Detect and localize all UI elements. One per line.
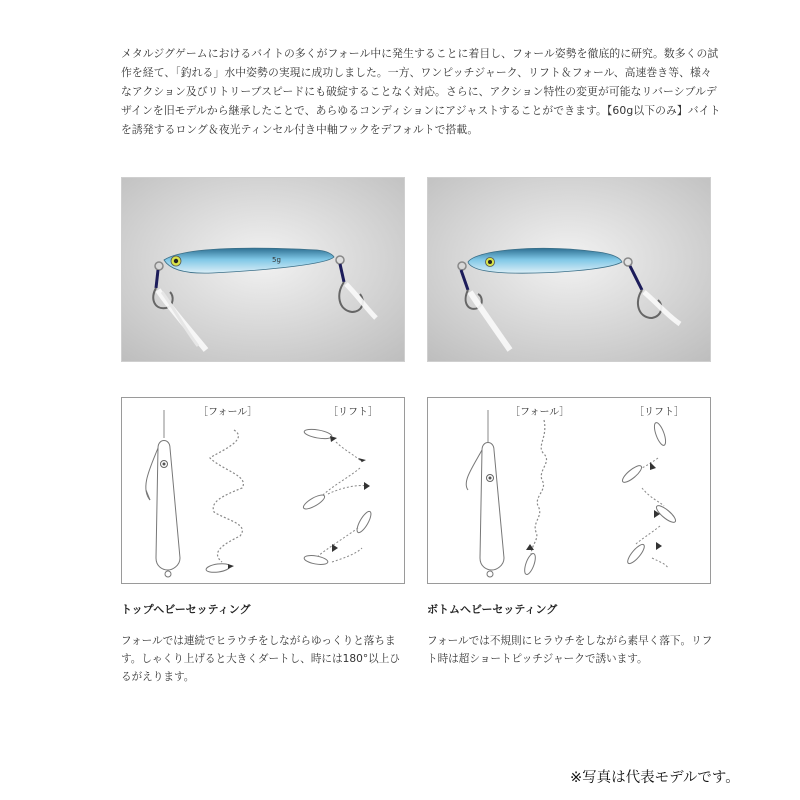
setting-description-top-heavy: フォールでは連続でヒラウチをしながらゆっくりと落ちます。しゃくり上げると大きくダートし、時には180°以上ひるがえります。 [121, 635, 400, 683]
setting-title-top-heavy: トップヘビーセッティング [121, 603, 251, 616]
lure-photo-top-heavy [121, 177, 405, 362]
action-diagram-bottom-heavy [427, 397, 711, 584]
lift-label: ［リフト］ [328, 407, 378, 418]
photo-note: ※写真は代表モデルです。 [570, 770, 740, 786]
lure-photo-bottom-heavy [427, 177, 711, 362]
action-diagram-top-heavy [121, 397, 405, 584]
fall-label: ［フォール］ [510, 407, 570, 418]
setting-description-bottom-heavy: フォールでは不規則にヒラウチをしながら素早く落下。リフト時は超ショートピッチジャークで誘います。 [427, 635, 713, 665]
lift-label: ［リフト］ [634, 407, 684, 418]
setting-title-bottom-heavy: ボトムヘビーセッティング [427, 603, 558, 616]
intro-text: メタルジグゲームにおけるバイトの多くがフォール中に発生することに着目し、フォール姿勢を徹底的に研究。数多くの試作を経て、「釣れる」水中姿勢の実現に成功しました。一方、ワンピッチジャーク、リフト＆フォール、高速巻き等、様々なアクション及びリトリーブスピードにも破綻することなく対応。さらに、アクション特性の変更が可能なリバーシブルデザインを旧モデルから継承したことで、あらゆるコンディションにアジャストすることができます。【60g以下のみ】バイトを誘発するロング＆夜光ティンセル付き中軸フックをデフォルトで搭載。 [121, 47, 721, 136]
lure-mark-text: 5g [272, 256, 281, 264]
fall-label: ［フォール］ [198, 407, 258, 418]
